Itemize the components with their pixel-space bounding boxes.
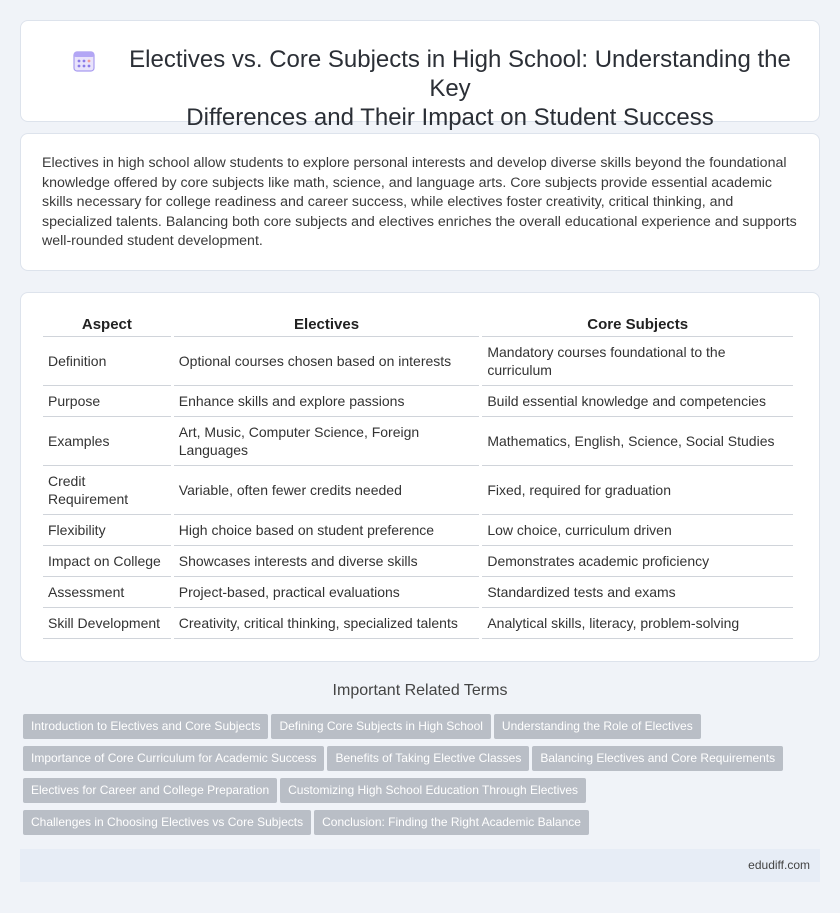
table-cell: Enhance skills and explore passions (174, 386, 480, 417)
footer (20, 849, 820, 882)
related-terms-list (23, 714, 813, 842)
table-row (43, 546, 793, 577)
column-header-core-subjects: Core Subjects (482, 310, 793, 337)
page-title-line-1: Electives vs. Core Subjects in High School: Understanding the Key (129, 46, 791, 102)
table-cell: Assessment (43, 577, 171, 608)
column-header-aspect: Aspect (43, 310, 171, 337)
table-cell: Definition (43, 337, 171, 386)
table-cell: Credit Requirement (43, 466, 171, 515)
title-card (20, 20, 820, 131)
related-term-link[interactable]: Electives for Career and College Preparation (23, 778, 277, 803)
table-cell: Mathematics, English, Science, Social Studies (482, 417, 793, 466)
related-term-link[interactable]: Introduction to Electives and Core Subjects (23, 714, 268, 739)
table-cell: Creativity, critical thinking, specialized talents (174, 608, 480, 639)
related-term-link[interactable]: Balancing Electives and Core Requirements (532, 746, 783, 771)
table-cell: Build essential knowledge and competencies (482, 386, 793, 417)
table-cell: Showcases interests and diverse skills (174, 546, 480, 577)
table-row (43, 466, 793, 515)
comparison-table-card (20, 292, 820, 662)
related-term-link[interactable]: Importance of Core Curriculum for Academic Success (23, 746, 324, 771)
related-terms-heading: Important Related Terms (332, 682, 508, 699)
table-header-row (43, 310, 793, 337)
table-row (43, 417, 793, 466)
column-header-electives: Electives (174, 310, 480, 337)
table-row (43, 337, 793, 386)
table-cell: Standardized tests and exams (482, 577, 793, 608)
intro-paragraph: Electives in high school allow students to explore personal interests and develop diverse skills beyond the foundational knowledge offered by core subjects like math, science, and language arts. Core subjects provide essential academic skills necessary for college readiness and career success, while electives foster creativity, critical thinking, and specialized talents. Balancing both core subjects and electives enriches the overall educational experience and supports well-rounded student development. (42, 155, 797, 249)
table-cell: Examples (43, 417, 171, 466)
related-term-link[interactable]: Customizing High School Education Through Electives (280, 778, 586, 803)
footer-site-name: edudiff.com (748, 858, 810, 872)
table-cell: Impact on College (43, 546, 171, 577)
related-term-link[interactable]: Benefits of Taking Elective Classes (327, 746, 529, 771)
related-term-link[interactable]: Understanding the Role of Electives (494, 714, 701, 739)
table-row (43, 577, 793, 608)
table-cell: Low choice, curriculum driven (482, 515, 793, 546)
comparison-table (40, 310, 796, 639)
table-row (43, 608, 793, 639)
table-row (43, 515, 793, 546)
table-cell: High choice based on student preference (174, 515, 480, 546)
intro-card (20, 133, 820, 271)
table-cell: Fixed, required for graduation (482, 466, 793, 515)
table-cell: Optional courses chosen based on interests (174, 337, 480, 386)
table-cell: Analytical skills, literacy, problem-solving (482, 608, 793, 639)
table-cell: Demonstrates academic proficiency (482, 546, 793, 577)
table-cell: Variable, often fewer credits needed (174, 466, 480, 515)
table-cell: Art, Music, Computer Science, Foreign Languages (174, 417, 480, 466)
table-cell: Flexibility (43, 515, 171, 546)
table-cell: Project-based, practical evaluations (174, 577, 480, 608)
page-title-line-2: Differences and Their Impact on Student Success (186, 104, 714, 131)
table-cell: Skill Development (43, 608, 171, 639)
table-cell: Purpose (43, 386, 171, 417)
page-title (91, 45, 809, 132)
related-term-link[interactable]: Defining Core Subjects in High School (271, 714, 490, 739)
table-row (43, 386, 793, 417)
table-cell: Mandatory courses foundational to the curriculum (482, 337, 793, 386)
related-term-link[interactable]: Conclusion: Finding the Right Academic Balance (314, 810, 589, 835)
related-term-link[interactable]: Challenges in Choosing Electives vs Core Subjects (23, 810, 311, 835)
